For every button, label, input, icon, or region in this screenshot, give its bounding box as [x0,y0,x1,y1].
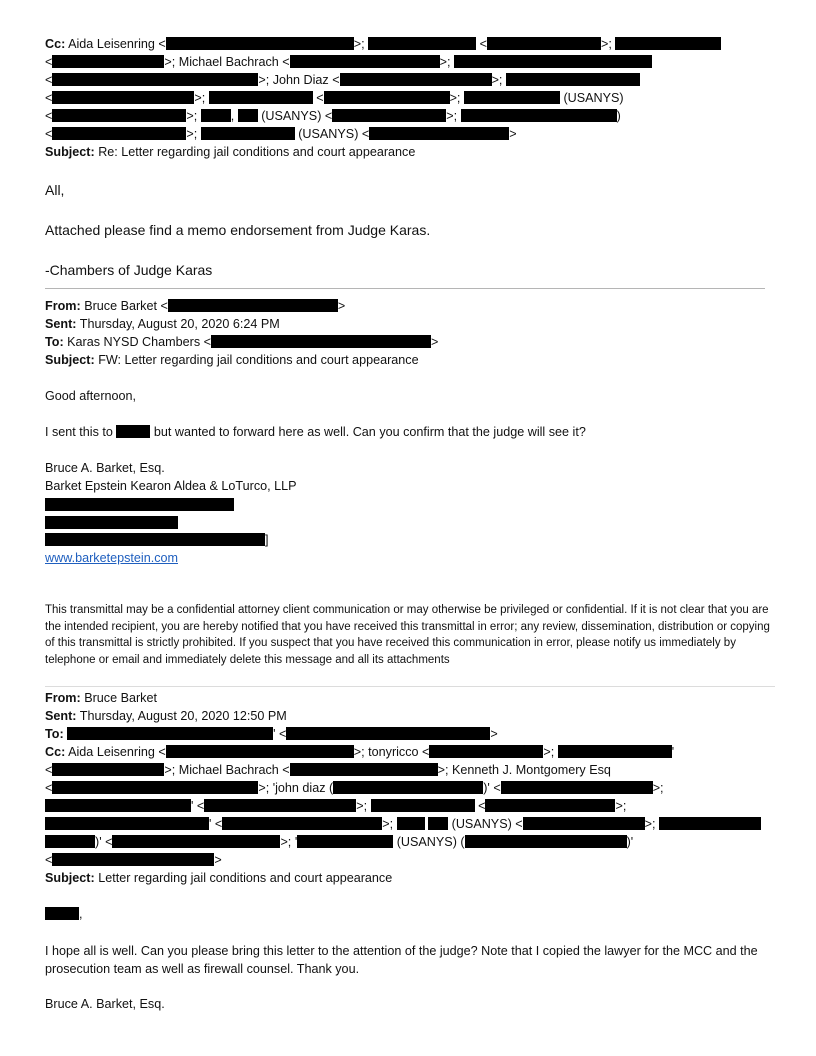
redaction [222,817,382,830]
redaction [211,335,431,348]
signature-name: Bruce A. Barket, Esq. [45,461,165,475]
redaction [428,817,448,830]
cc-line: Cc: Aida Leisenring < >; < >; [45,36,721,52]
redaction [52,91,194,104]
cc-line: < >; 'john diaz ( )' < >; [45,781,664,795]
cc-label: Cc: [45,37,66,51]
redaction [332,109,446,122]
cc-line: < >; , (USANYS) < >; ) [45,109,621,123]
redaction [659,817,761,830]
signoff: -Chambers of Judge Karas [45,262,213,278]
redaction [368,37,476,50]
redaction [615,37,721,50]
redaction [501,781,653,794]
sent-line: Sent: Thursday, August 20, 2020 6:24 PM [45,317,280,331]
signature-name: Bruce A. Barket, Esq. [45,997,165,1011]
redaction [45,516,178,529]
subject-line: Subject: FW: Letter regarding jail conditions and court appearance [45,353,419,367]
redaction [52,853,214,866]
redaction [201,109,231,122]
sent-line: Sent: Thursday, August 20, 2020 12:50 PM [45,709,287,723]
redaction [209,91,313,104]
redaction [201,127,295,140]
redaction [461,109,617,122]
redaction [371,799,475,812]
redaction [333,781,483,794]
redaction [506,73,640,86]
divider [45,288,765,289]
cc-line: ' < >; (USANYS) < >; [45,816,761,832]
greeting: Good afternoon, [45,389,137,403]
divider [45,686,775,687]
redaction [45,799,191,812]
from-line: From: Bruce Barket < > [45,299,346,313]
body-text: Attached please find a memo endorsement from Judge Karas. [45,222,431,238]
redaction [290,55,440,68]
redaction [523,817,645,830]
signature-firm: Barket Epstein Kearon Aldea & LoTurco, LLP [45,479,297,493]
redaction [464,91,560,104]
subject-text: Re: Letter regarding jail conditions and court appearance [98,145,416,159]
redaction [52,55,164,68]
cc-line: < >; John Diaz < >; [45,72,640,88]
redaction [45,907,79,920]
redaction [297,835,393,848]
redaction [112,835,280,848]
redaction [45,835,95,848]
redaction [204,799,356,812]
redaction [67,727,273,740]
subject-line: Subject: Letter regarding jail conditions and court appearance [45,871,393,885]
redaction [45,533,265,546]
cc-line: ' < >; < >; [45,798,626,814]
redaction [340,73,492,86]
redaction [465,835,627,848]
redaction [52,763,164,776]
disclaimer: This transmittal may be a confidential attorney client communication or may otherwise be privileged or confidential. If it is not clear that you are the intended recipient, you are hereby notified that you have received this transmittal in error; any review, dissemination, distribution or copying of this transmittal is strictly prohibited. If you suspect that you have received this communication in error, please notify us immediately by telephone or email and immediately delete this message and all its attachments [45,604,770,666]
to-line: To: ' < > [45,727,498,741]
subject-line: Subject: Re: Letter regarding jail conditions and court appearance [45,145,416,159]
cc-line: < > [45,853,222,867]
redaction [286,727,490,740]
redaction [397,817,425,830]
redaction [45,817,209,830]
cc-line: Cc: Aida Leisenring < >; tonyricco < >; ' [45,745,675,759]
body-text: I sent this to but wanted to forward here as well. Can you confirm that the judge will see it? [45,425,586,439]
redaction [429,745,543,758]
from-line: From: Bruce Barket [45,691,157,705]
redaction [485,799,615,812]
cc-line: < >; Michael Bachrach < >; [45,54,652,70]
to-line: To: Karas NYSD Chambers < > [45,335,439,349]
cc-line: < >; < >; (USANYS) [45,91,624,105]
greeting: , [45,906,83,922]
redaction [369,127,509,140]
signature-line: ] [45,532,269,548]
redaction [324,91,450,104]
redaction [166,745,354,758]
redaction [454,55,652,68]
website-link[interactable]: www.barketepstein.com [45,551,178,565]
cc-line: )' < >; ' (USANYS) ( )' [45,834,633,850]
cc-line: < >; (USANYS) < > [45,127,517,141]
redaction [238,109,258,122]
cc-line: < >; Michael Bachrach < >; Kenneth J. Montgomery Esq [45,763,611,777]
redaction [52,109,186,122]
redaction [52,73,258,86]
redaction [116,425,150,438]
redaction [52,781,258,794]
redaction [558,745,672,758]
redaction [168,299,338,312]
greeting: All, [45,182,65,198]
redaction [290,763,438,776]
redaction [45,498,234,511]
redaction [166,37,354,50]
body-text: I hope all is well. Can you please bring this letter to the attention of the judge? Note that I copied the lawyer for the MCC and the prosecution team as well as firewall counsel. Thank you. [45,944,758,976]
redaction [487,37,601,50]
redaction [52,127,186,140]
